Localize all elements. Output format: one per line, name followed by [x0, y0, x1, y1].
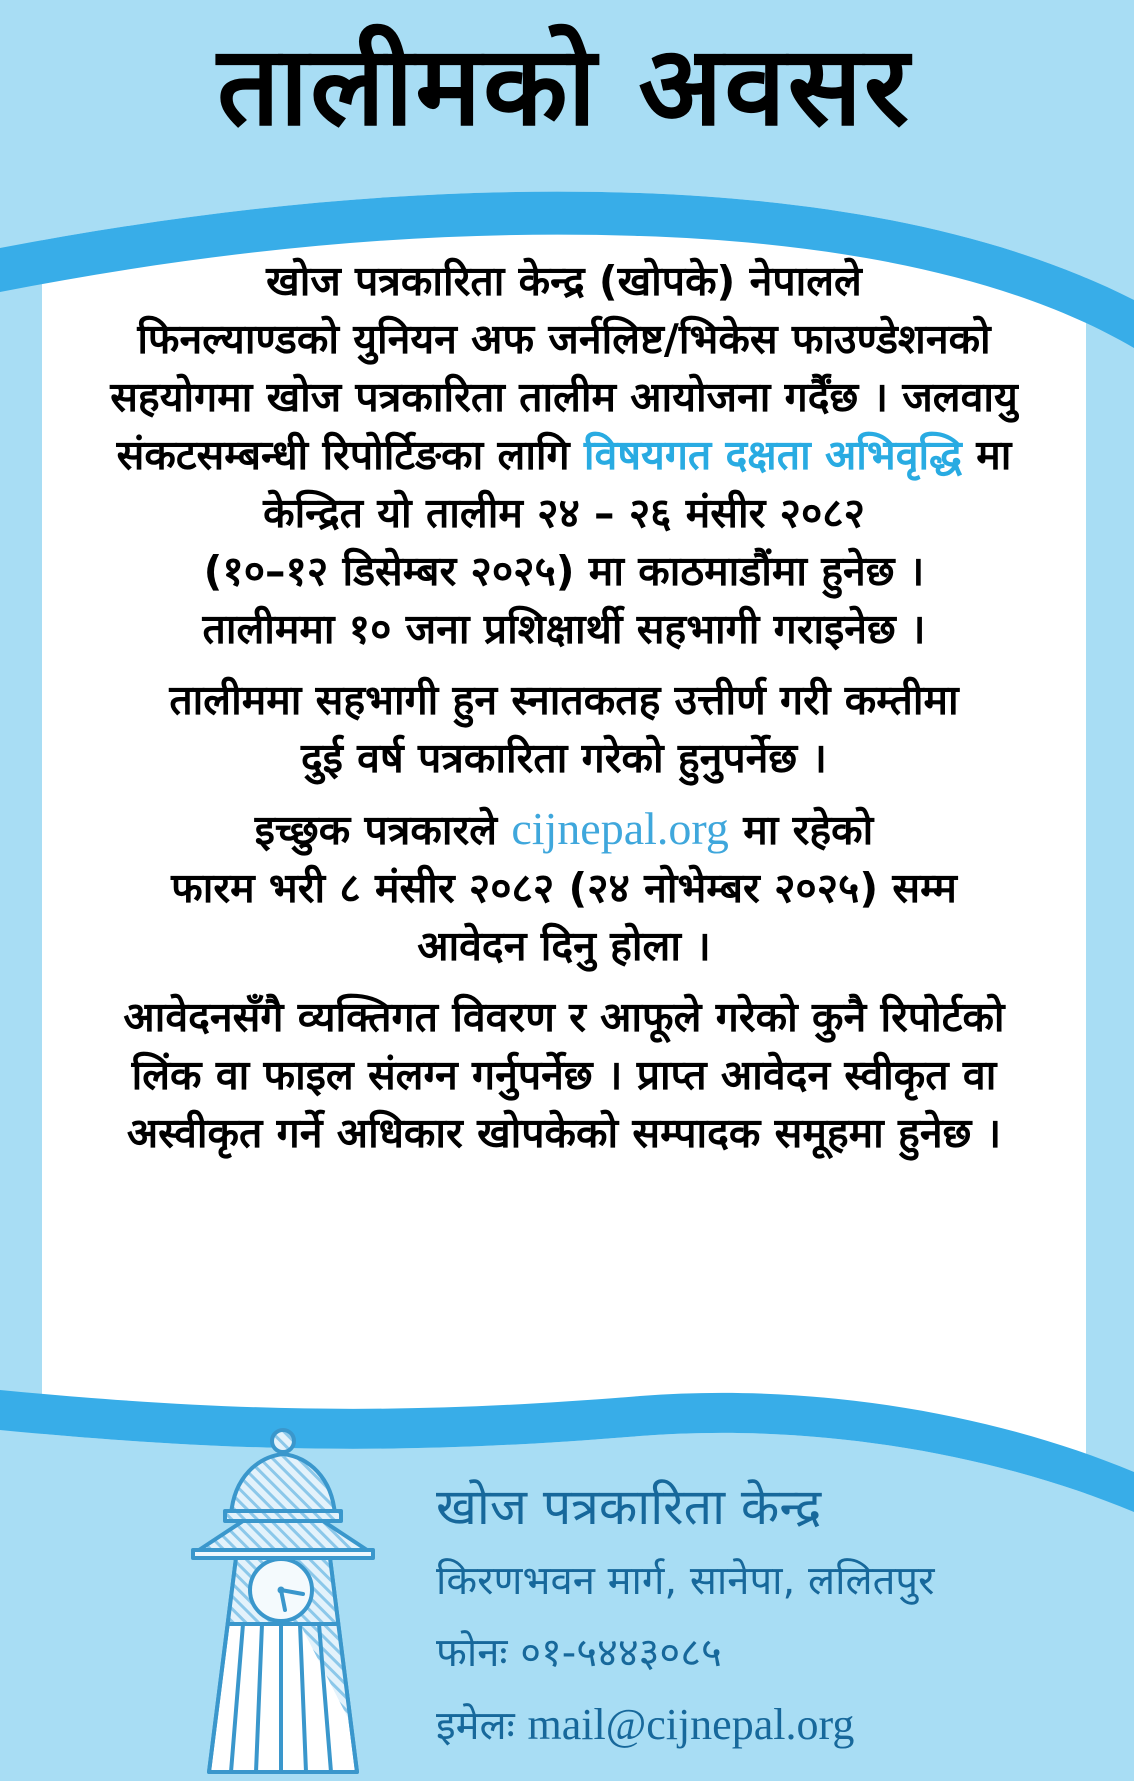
body-text-segment: (१०–१२ डिसेम्बर २०२५) मा काठमाडौंमा हुनेछ ।	[203, 547, 925, 595]
body-line	[60, 252, 1068, 310]
body-text-segment: तालीममा १० जना प्रशिक्षार्थी सहभागी गराइनेछ ।	[202, 605, 926, 653]
tower-finial	[272, 1430, 294, 1452]
footer-phone: फोनः ०१-५४४३०८५	[436, 1630, 722, 1676]
footer-address: किरणभवन मार्ग, सानेपा, ललितपुर	[436, 1558, 935, 1604]
body-line	[60, 1046, 1068, 1104]
body-text-segment: तालीममा सहभागी हुन स्नातकतह उत्तीर्ण गरी कम्तीमा	[169, 676, 959, 724]
footer-email-address: mail@cijnepal.org	[527, 1700, 855, 1749]
body-highlight-text: विषयगत दक्षता अभिवृद्धि	[583, 431, 962, 479]
body-text-segment: केन्द्रित यो तालीम २४ – २६ मंसीर २०८२	[263, 489, 865, 537]
poster-title: तालीमको अवसर	[217, 22, 911, 150]
body-text-segment: लिंक वा फाइल संलग्न गर्नुपर्नेछ । प्राप्त आवेदन स्वीकृत वा	[131, 1051, 997, 1099]
body-line	[60, 542, 1068, 600]
body-line	[60, 671, 1068, 729]
body-text-segment: खोज पत्रकारिता केन्द्र (खोपके) नेपालले	[266, 257, 862, 305]
body-text-segment: फिनल्याण्डको युनियन अफ जर्नलिष्ट/भिकेस फाउण्डेशनको	[137, 315, 991, 363]
body-text-segment: आवेदनसँगै व्यक्तिगत विवरण र आफूले गरेको कुनै रिपोर्टको	[123, 993, 1005, 1041]
body-line	[60, 484, 1068, 542]
body-line	[60, 310, 1068, 368]
body-text	[60, 252, 1068, 1162]
body-text-segment: मा रहेको	[728, 806, 874, 854]
body-text-segment: इच्छुक पत्रकारले	[254, 806, 512, 854]
body-line	[60, 917, 1068, 975]
footer-email-label: इमेलः	[436, 1703, 515, 1749]
body-line	[60, 368, 1068, 426]
body-line	[60, 1104, 1068, 1162]
body-line	[60, 600, 1068, 658]
body-text-segment: संकटसम्बन्धी रिपोर्टिङका लागि	[116, 431, 584, 479]
body-text-segment: मा	[961, 431, 1012, 479]
footer-contact-block	[436, 1472, 934, 1761]
body-text-segment: फारम भरी ८ मंसीर २०८२ (२४ नोभेम्बर २०२५) सम्म	[171, 864, 957, 912]
body-link-text[interactable]: cijnepal.org	[511, 803, 729, 854]
body-line	[60, 426, 1068, 484]
body-line	[60, 800, 1068, 859]
body-text-segment: दुई वर्ष पत्रकारिता गरेको हुनुपर्नेछ ।	[301, 734, 827, 782]
body-text-segment: आवेदन दिनु होला ।	[417, 922, 711, 970]
body-line	[60, 859, 1068, 917]
footer-org-name: खोज पत्रकारिता केन्द्र	[436, 1478, 822, 1536]
body-line	[60, 988, 1068, 1046]
body-line	[60, 729, 1068, 787]
body-text-segment: सहयोगमा खोज पत्रकारिता तालीम आयोजना गर्दैंछ । जलवायु	[110, 373, 1018, 421]
clock-center	[278, 1587, 285, 1594]
body-text-segment: अस्वीकृत गर्ने अधिकार खोपकेको सम्पादक समूहमा हुनेछ ।	[126, 1109, 1002, 1157]
footer-email-line	[436, 1689, 934, 1761]
